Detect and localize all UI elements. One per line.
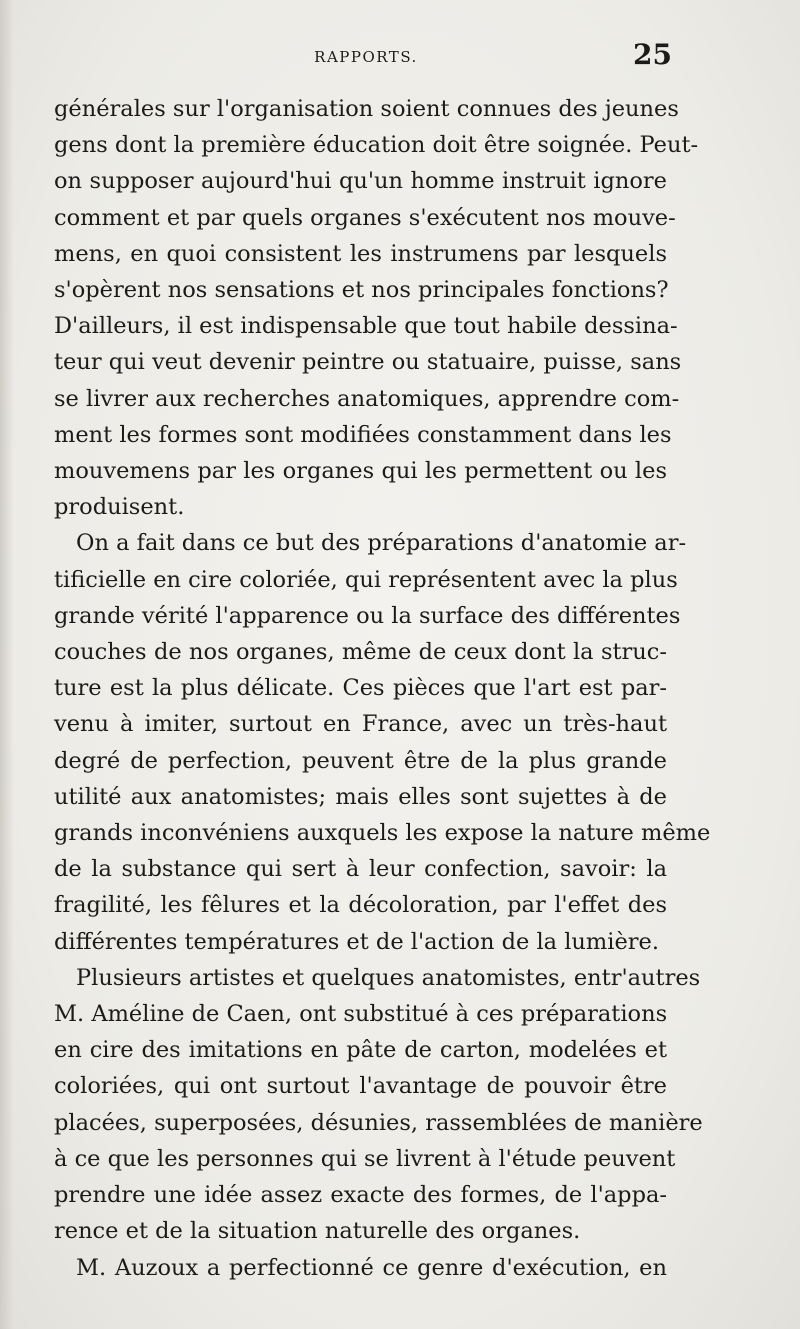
body-text (54, 91, 711, 1286)
text-line: à ce que les personnes qui se livrent à l'étude peuvent (54, 1145, 676, 1172)
text-line: différentes températures et de l'action de la lumière. (54, 928, 659, 955)
text-line: coloriées, qui ont surtout l'avantage de pouvoir être (54, 1073, 667, 1100)
text-line: M. Auzoux a perfectionné ce genre d'exécution, en (76, 1254, 667, 1281)
text-line: fragilité, les fêlures et la décoloration, par l'effet des (54, 892, 667, 919)
text-line: teur qui veut devenir peintre ou statuaire, puisse, sans (54, 349, 682, 376)
text-line: placées, superposées, désunies, rassemblées de manière (54, 1109, 703, 1136)
page-number: 25 (633, 38, 672, 71)
text-line: en cire des imitations en pâte de carton, modelées et (54, 1037, 667, 1064)
text-line: M. Améline de Caen, ont substitué à ces préparations (54, 1001, 668, 1028)
running-head: RAPPORTS. (314, 48, 418, 66)
binding-shadow (0, 0, 14, 1329)
paragraph (54, 1250, 667, 1286)
text-line: comment et par quels organes s'exécutent nos mouve- (54, 204, 676, 231)
paragraph (54, 525, 711, 959)
text-line: couches de nos organes, même de ceux dont la struc- (54, 639, 667, 666)
text-line: venu à imiter, surtout en France, avec un très-haut (54, 711, 667, 738)
text-line: de la substance qui sert à leur confection, savoir: la (54, 856, 667, 883)
text-line: on supposer aujourd'hui qu'un homme instruit ignore (54, 168, 667, 195)
text-line: D'ailleurs, il est indispensable que tout habile dessina- (54, 313, 678, 340)
paragraph (54, 91, 699, 525)
text-line: ment les formes sont modifiées constamment dans les (54, 421, 672, 448)
text-line: ture est la plus délicate. Ces pièces que l'art est par- (54, 675, 667, 702)
text-line: gens dont la première éducation doit être soignée. Peut- (54, 132, 699, 159)
text-line: degré de perfection, peuvent être de la plus grande (54, 747, 667, 774)
text-line: grande vérité l'apparence ou la surface des différentes (54, 602, 681, 629)
text-line: grands inconvéniens auxquels les expose la nature même (54, 820, 711, 847)
paragraph (54, 960, 703, 1250)
text-line: tificielle en cire coloriée, qui représentent avec la plus (54, 566, 678, 593)
text-line: générales sur l'organisation soient connues des jeunes (54, 96, 679, 122)
text-line: mens, en quoi consistent les instrumens par lesquels (54, 240, 667, 267)
text-line: produisent. (54, 494, 185, 521)
text-line: s'opèrent nos sensations et nos principales fonctions? (54, 277, 669, 304)
text-line: se livrer aux recherches anatomiques, apprendre com- (54, 385, 680, 412)
text-line: On a fait dans ce but des préparations d'anatomie ar- (76, 530, 687, 557)
text-line: rence et de la situation naturelle des organes. (54, 1218, 581, 1245)
text-line: prendre une idée assez exacte des formes, de l'appa- (54, 1182, 667, 1209)
page-header (60, 38, 672, 88)
text-line: mouvemens par les organes qui les permettent ou les (54, 458, 667, 485)
text-line: Plusieurs artistes et quelques anatomistes, entr'autres (76, 964, 701, 991)
text-line: utilité aux anatomistes; mais elles sont sujettes à de (54, 783, 667, 810)
